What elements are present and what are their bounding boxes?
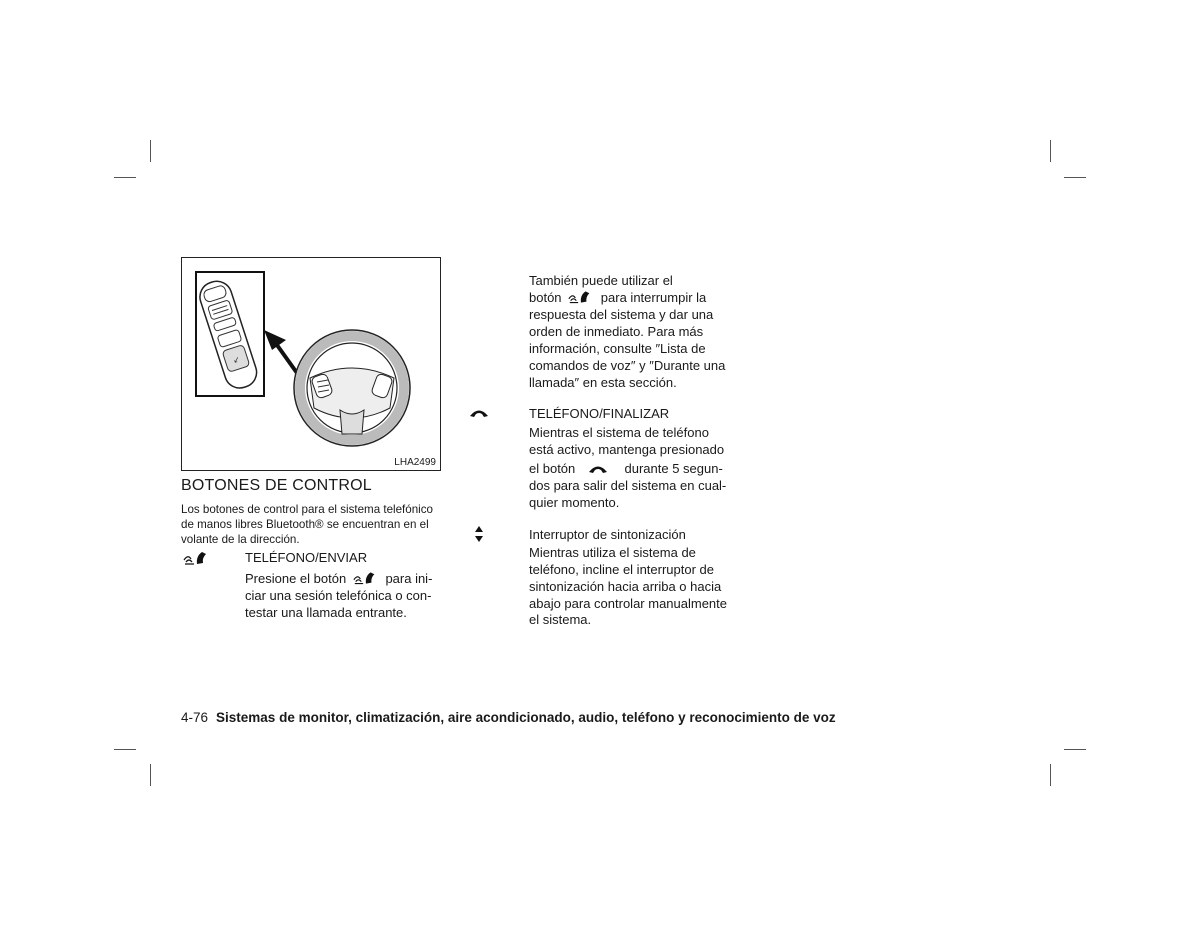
end-item-line: dos para salir del sistema en cual- bbox=[529, 478, 727, 493]
send-item-line: Presione el botón para ini- bbox=[245, 571, 433, 586]
intro-paragraph: Los botones de control para el sistema telefónico de manos libres Bluetooth® se encuentran en el volante de la dirección. bbox=[181, 503, 433, 546]
voice-para-line: También puede utilizar el bbox=[529, 273, 673, 288]
crop-mark bbox=[1064, 177, 1086, 178]
section-title: Sistemas de monitor, climatización, aire acondicionado, audio, teléfono y reconocimiento de voz bbox=[216, 710, 836, 725]
phone-end-icon bbox=[469, 408, 489, 418]
end-item-line: está activo, mantenga presionado bbox=[529, 442, 725, 457]
tune-item-line: sintonización hacia arriba o hacia bbox=[529, 579, 722, 594]
end-item-line: Mientras el sistema de teléfono bbox=[529, 425, 709, 440]
voice-para-line: respuesta del sistema y dar una bbox=[529, 307, 714, 322]
tune-item-line: Mientras utiliza el sistema de bbox=[529, 545, 696, 560]
end-item-line: el botón durante 5 segun- bbox=[529, 461, 723, 476]
end-item-line: quier momento. bbox=[529, 495, 620, 510]
send-item-title: TELÉFONO/ENVIAR bbox=[245, 550, 368, 565]
tune-item-line: el sistema. bbox=[529, 612, 592, 627]
figure-code: LHA2499 bbox=[394, 457, 436, 468]
steering-wheel-illustration bbox=[182, 258, 440, 470]
crop-mark bbox=[1050, 140, 1051, 162]
phone-send-icon bbox=[567, 289, 593, 305]
tuning-switch-icon bbox=[474, 526, 484, 542]
crop-mark bbox=[1050, 764, 1051, 786]
section-heading: BOTONES DE CONTROL bbox=[181, 477, 372, 494]
page-number: 4-76 bbox=[181, 710, 209, 725]
end-item-title: TELÉFONO/FINALIZAR bbox=[529, 406, 670, 421]
crop-mark bbox=[114, 177, 136, 178]
crop-mark bbox=[114, 749, 136, 750]
phone-send-icon bbox=[182, 550, 210, 566]
send-item-line: testar una llamada entrante. bbox=[245, 605, 407, 620]
voice-para-line: orden de inmediato. Para más bbox=[529, 324, 704, 339]
crop-mark bbox=[150, 140, 151, 162]
crop-mark bbox=[150, 764, 151, 786]
voice-para-line: información, consulte ″Lista de bbox=[529, 341, 706, 356]
phone-send-icon bbox=[352, 570, 378, 586]
phone-end-icon bbox=[585, 464, 611, 474]
tune-item-title: Interruptor de sintonización bbox=[529, 527, 686, 542]
tune-item-line: abajo para controlar manualmente bbox=[529, 596, 728, 611]
voice-para-line: comandos de voz″ y ″Durante una bbox=[529, 358, 726, 373]
svg-text:↙: ↙ bbox=[231, 354, 242, 366]
send-item-line: ciar una sesión telefónica o con- bbox=[245, 588, 432, 603]
tune-item-line: teléfono, incline el interruptor de bbox=[529, 562, 715, 577]
page-footer bbox=[181, 710, 836, 725]
voice-para-line: llamada″ en esta sección. bbox=[529, 375, 677, 390]
crop-mark bbox=[1064, 749, 1086, 750]
control-buttons-figure bbox=[181, 257, 441, 471]
voice-para-line: botón para interrumpir la bbox=[529, 290, 707, 305]
